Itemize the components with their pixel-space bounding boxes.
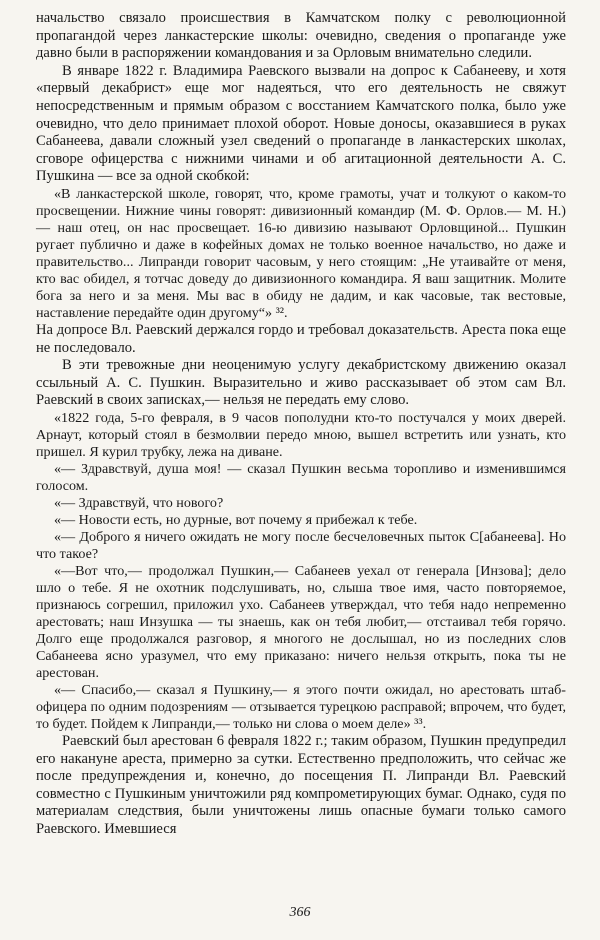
paragraph: На допросе Вл. Раевский держался гордо и требовал доказательств. Ареста пока еще не последовало. (36, 321, 566, 356)
paragraph: В эти тревожные дни неоценимую услугу декабристскому движению оказал ссыльный А. С. Пушкин. Выразительно и живо рассказывает об этом сам Вл. Раевский в своих записках,— нельзя не передать ему слово. (36, 357, 566, 409)
quotation: «1822 года, 5-го февраля, в 9 часов пополудни кто-то постучался у моих дверей. Арнаут, который стоял в безмолвии передо мною, вышел встретить или узнать, кто пришел. Я курил трубку, лежа на диване. (36, 409, 566, 460)
quotation: «— Доброго я ничего ожидать не могу после бесчеловечных пыток С[абанеева]. Но что такое? (36, 528, 566, 562)
quotation: «— Спасибо,— сказал я Пушкину,— я этого почти ожидал, но арестовать штаб-офицера по одним подозрениям — отзывается турецкою расправой; впрочем, что будет, то будет. Пойдем к Липранди,— только ни слова о моем деле» ³³. (36, 681, 566, 732)
paragraph: начальство связало происшествия в Камчатском полку с революционной пропагандой через ланкастерские школы: очевидно, сведения о пропаганде уже давно были в распоряжении командования и за Орловым внимательно следили. (36, 10, 566, 62)
page-body (36, 10, 566, 838)
quotation: «В ланкастерской школе, говорят, что, кроме грамоты, учат и толкуют о каком-то просвещении. Нижние чины говорят: дивизионный командир (М. Ф. Орлов.— М. Н.) — наш отец, он нас просвещает. 16-ю дивизию называют Орловщиной... Пушкин ругает публично и даже в кофейных домах не только военное начальство, но даже и правительство... Липранди говорит часовым, у него стоящим: „Не утаивайте от меня, кто вас обидел, я тотчас доведу до дивизионного командира. Я ваш защитник. Молите бога за него и за меня. Мы вас в обиду не дадим, и как часовые, так вестовые, наставление передайте один другому“» ³². (36, 185, 566, 321)
paragraph: Раевский был арестован 6 февраля 1822 г.; таким образом, Пушкин предупредил его накануне ареста, примерно за сутки. Естественно предположить, что сейчас же после предупреждения и, конечно, до посещения П. Липранди Вл. Раевский совместно с Пушкиным уничтожили ряд компрометирующих бумаг. Однако, судя по материалам следствия, были уничтожены лишь опасные бумаги только самого Раевского. Имевшиеся (36, 732, 566, 837)
quotation: «— Здравствуй, душа моя! — сказал Пушкин весьма торопливо и изменившимся голосом. (36, 460, 566, 494)
quotation: «— Здравствуй, что нового? (54, 494, 224, 511)
quotation: «— Новости есть, но дурные, вот почему я прибежал к тебе. (54, 511, 418, 528)
page-number: 366 (289, 905, 311, 920)
quotation: «—Вот что,— продолжал Пушкин,— Сабанеев уехал от генерала [Инзова]; дело шло о тебе. Я не охотник подслушивать, но, слыша твое имя, часто повторяемое, признаюсь согрешил, приложил ухо. Сабанеев утверждал, что тебя надо непременно арестовать; наш Инзушка — ты знаешь, как он тебя любит,— отстаивал тебя горячо. Долго еще продолжался разговор, я многого не дослышал, но из последних слов Сабанеева ясно уразумел, что ему приказано: ничего нельзя открыть, пока ты не арестован. (36, 562, 566, 681)
paragraph: В январе 1822 г. Владимира Раевского вызвали на допрос к Сабанееву, и хотя «первый декабрист» еще мог надеяться, что его деятельность не свяжут непосредственным и прямым образом с восстанием Камчатского полка, было уже очевидно, что дело принимает плохой оборот. Новые доносы, оказавшиеся в руках Сабанеева, давали сложный узел сведений о пропаганде в ланкастерских школах, сговоре офицерства с нижними чинами и об агитационной деятельности А. С. Пушкина — все за одной скобкой: (36, 62, 566, 185)
